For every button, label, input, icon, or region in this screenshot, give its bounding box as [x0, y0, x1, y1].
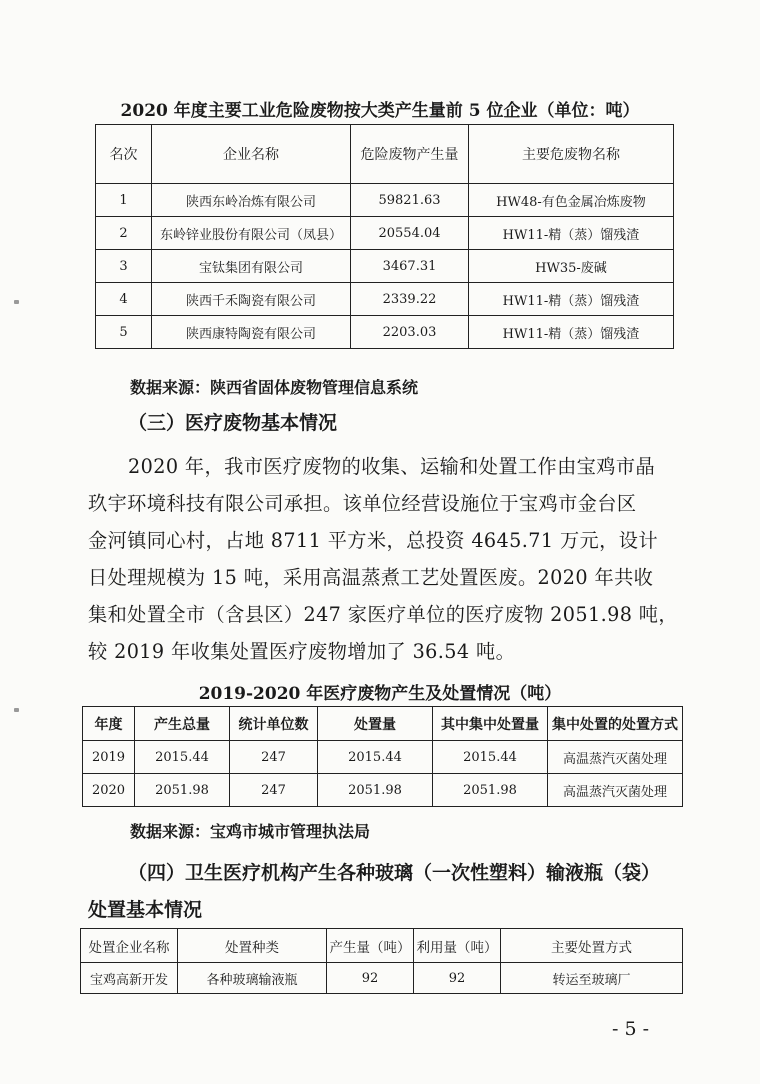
paragraph-line: 日处理规模为 15 吨，采用高温蒸煮工艺处置医废。2020 年共收 — [88, 566, 654, 589]
waste-type-cell: HW48-有色金属冶炼废物 — [469, 184, 674, 217]
method-cell: 高温蒸汽灭菌处理 — [548, 741, 683, 774]
produced-cell: 92 — [327, 963, 414, 994]
company-cell: 陕西东岭冶炼有限公司 — [152, 184, 351, 217]
total-cell: 2051.98 — [135, 774, 230, 807]
table2-header-row — [83, 707, 683, 741]
company-cell: 陕西康特陶瓷有限公司 — [152, 316, 351, 349]
amount-cell: 3467.31 — [351, 250, 469, 283]
table2-header-cell: 年度 — [83, 707, 135, 741]
waste-type-cell: HW11-精（蒸）馏残渣 — [469, 283, 674, 316]
table-row — [96, 250, 674, 283]
paragraph-line: 2020 年，我市医疗废物的收集、运输和处置工作由宝鸡市晶 — [128, 455, 656, 478]
amount-cell: 20554.04 — [351, 217, 469, 250]
total-cell: 2015.44 — [135, 741, 230, 774]
table3-header-row — [81, 929, 683, 963]
company-cell: 陕西千禾陶瓷有限公司 — [152, 283, 351, 316]
table1 — [95, 124, 674, 349]
section4-heading-line1: （四）卫生医疗机构产生各种玻璃（一次性塑料）输液瓶（袋） — [128, 862, 661, 884]
page-number: - 5 - — [612, 1018, 650, 1040]
table1-title: 2020 年度主要工业危险废物按大类产生量前 5 位企业（单位：吨） — [120, 101, 640, 121]
binding-mark — [14, 300, 19, 304]
table3-header-cell: 产生量（吨） — [327, 929, 414, 963]
unit-count-cell: 247 — [230, 741, 318, 774]
company-cell: 宝钛集团有限公司 — [152, 250, 351, 283]
waste-type-cell: HW35-废碱 — [469, 250, 674, 283]
table1-header-cell: 主要危废物名称 — [469, 125, 674, 184]
table-row — [96, 283, 674, 316]
rank-cell: 1 — [96, 184, 152, 217]
amount-cell: 2339.22 — [351, 283, 469, 316]
table2-title: 2019-2020 年医疗废物产生及处置情况（吨） — [198, 684, 562, 704]
company-cell: 东岭锌业股份有限公司（凤县） — [152, 217, 351, 250]
paragraph-line: 集和处置全市（含县区）247 家医疗单位的医疗废物 2051.98 吨， — [88, 603, 678, 626]
table1-source: 数据来源：陕西省固体废物管理信息系统 — [130, 378, 419, 397]
rank-cell: 5 — [96, 316, 152, 349]
table-row — [81, 963, 683, 994]
year-cell: 2019 — [83, 741, 135, 774]
table3-header-cell: 处置种类 — [178, 929, 327, 963]
table-row — [96, 217, 674, 250]
category-cell: 各种玻璃输液瓶 — [178, 963, 327, 994]
unit-count-cell: 247 — [230, 774, 318, 807]
section4-heading-line2: 处置基本情况 — [88, 899, 203, 921]
utilized-cell: 92 — [414, 963, 501, 994]
table1-header-cell: 名次 — [96, 125, 152, 184]
waste-type-cell: HW11-精（蒸）馏残渣 — [469, 316, 674, 349]
disposal-cell: 2015.44 — [318, 741, 433, 774]
company-cell: 宝鸡高新开发 — [81, 963, 178, 994]
year-cell: 2020 — [83, 774, 135, 807]
table3 — [80, 928, 683, 994]
central-disposal-cell: 2015.44 — [433, 741, 548, 774]
amount-cell: 2203.03 — [351, 316, 469, 349]
table-row — [83, 774, 683, 807]
table1-header-row — [96, 125, 674, 184]
binding-mark — [14, 708, 19, 712]
paragraph-line: 金河镇同心村，占地 8711 平方米，总投资 4645.71 万元，设计 — [88, 529, 658, 552]
paragraph-line: 较 2019 年收集处置医疗废物增加了 36.54 吨。 — [88, 640, 516, 663]
table-row — [96, 184, 674, 217]
table3-header-cell: 主要处置方式 — [501, 929, 683, 963]
rank-cell: 4 — [96, 283, 152, 316]
method-cell: 高温蒸汽灭菌处理 — [548, 774, 683, 807]
table3-header-cell: 利用量（吨） — [414, 929, 501, 963]
table1-header-cell: 危险废物产生量 — [351, 125, 469, 184]
waste-type-cell: HW11-精（蒸）馏残渣 — [469, 217, 674, 250]
table2 — [82, 706, 683, 807]
table-row — [96, 316, 674, 349]
amount-cell: 59821.63 — [351, 184, 469, 217]
central-disposal-cell: 2051.98 — [433, 774, 548, 807]
table1-header-cell: 企业名称 — [152, 125, 351, 184]
table2-header-cell: 产生总量 — [135, 707, 230, 741]
rank-cell: 3 — [96, 250, 152, 283]
table2-header-cell: 处置量 — [318, 707, 433, 741]
method-cell: 转运至玻璃厂 — [501, 963, 683, 994]
rank-cell: 2 — [96, 217, 152, 250]
table2-header-cell: 统计单位数 — [230, 707, 318, 741]
table2-header-cell: 其中集中处置量 — [433, 707, 548, 741]
table-row — [83, 741, 683, 774]
table2-source: 数据来源：宝鸡市城市管理执法局 — [130, 822, 371, 841]
disposal-cell: 2051.98 — [318, 774, 433, 807]
section3-heading: （三）医疗废物基本情况 — [128, 412, 338, 434]
table3-header-cell: 处置企业名称 — [81, 929, 178, 963]
paragraph-line: 玖宇环境科技有限公司承担。该单位经营设施位于宝鸡市金台区 — [88, 492, 637, 515]
table2-header-cell: 集中处置的处置方式 — [548, 707, 683, 741]
